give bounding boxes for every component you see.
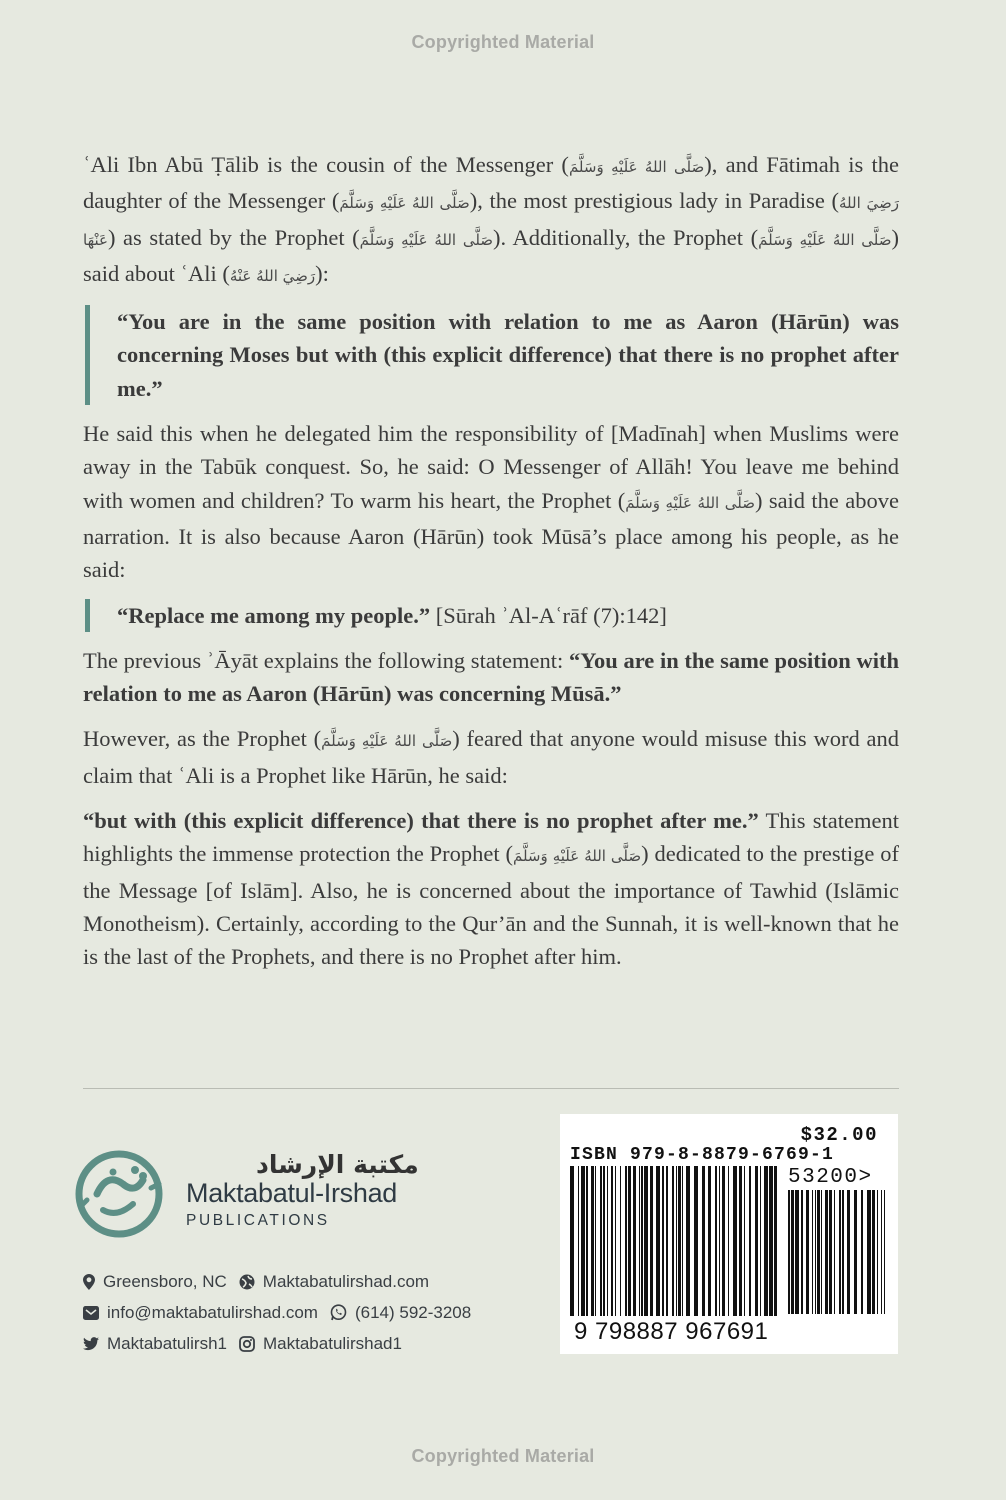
publisher-subtitle: PUBLICATIONS (186, 1212, 330, 1229)
barcode-bar (639, 1166, 640, 1316)
barcode-bars (570, 1166, 780, 1316)
divider (83, 1088, 899, 1089)
isbn-barcode (560, 1114, 898, 1354)
barcode-bar (633, 1166, 636, 1316)
phone-item[interactable]: (614) 592-3208 (330, 1303, 471, 1323)
barcode-bar (715, 1166, 717, 1316)
honorific-ra: رَضِيَ اللهُ عَنْهُ (229, 266, 316, 285)
barcode-bar (702, 1166, 705, 1316)
barcode-bar (666, 1166, 668, 1316)
price-addon-code: 53200> (788, 1166, 873, 1189)
barcode-bar (884, 1190, 885, 1314)
honorific-saw: صَلَّى اللهُ عَلَيْهِ وَسَلَّمَ (625, 493, 755, 512)
barcode-bar (867, 1190, 871, 1314)
barcode-bar (774, 1166, 777, 1316)
barcode-bar (847, 1190, 850, 1314)
barcode-bar (795, 1190, 799, 1314)
barcode-bar (600, 1166, 602, 1316)
barcode-bar (591, 1166, 594, 1316)
email-item[interactable]: info@maktabatulirshad.com (83, 1303, 318, 1323)
barcode-bar (595, 1166, 596, 1316)
paragraph-3: The previous ʾĀyāt explains the following statement: “You are in the same position with relation to me as Aaron (Hārūn) was concerning Mūsā.” (83, 647, 899, 707)
barcode-bar (834, 1190, 835, 1314)
barcode-bar (644, 1166, 648, 1316)
barcode-bar (829, 1190, 832, 1314)
honorific-saw: صَلَّى اللهُ عَلَيْهِ وَسَلَّمَ (321, 732, 453, 751)
instagram-item[interactable]: Maktabatulirshad1 (239, 1334, 402, 1354)
copyright-watermark-bottom: Copyrighted Material (411, 1446, 595, 1466)
barcode-bar (854, 1190, 857, 1314)
whatsapp-icon (330, 1304, 347, 1321)
barcode-bar (625, 1166, 627, 1316)
barcode-digits: 9 798887 967691 (574, 1318, 769, 1345)
barcode-bar (611, 1166, 613, 1316)
barcode-bar (764, 1166, 768, 1316)
barcode-bar (581, 1166, 585, 1316)
barcode-bar (739, 1166, 742, 1316)
paragraph-2: He said this when he delegated him the responsibility of [Madīnah] when Muslims were away in the Tabūk conquest. So, he said: O Messenger of Allāh! You leave me behind with women and children? To warm his heart, the Prophet (صَلَّى اللهُ عَلَيْهِ وَسَلَّمَ) said the above narration. It is also because Aaron (Hārūn) took Mūsā’s place among his people, as he said: (83, 421, 900, 583)
barcode-bar (760, 1166, 761, 1316)
barcode-bar (801, 1190, 803, 1314)
honorific-ra: رَضِيَ اللهُ عَنْهَا (83, 194, 899, 249)
barcode-bar (722, 1166, 725, 1316)
honorific-saw: صَلَّى اللهُ عَلَيْهِ وَسَلَّمَ (359, 230, 494, 249)
twitter-item[interactable]: Maktabatulirsh1 (83, 1334, 227, 1354)
barcode-bar (662, 1166, 664, 1316)
website-item[interactable]: Maktabatulirshad.com (239, 1272, 429, 1292)
copyright-watermark-top: Copyrighted Material (411, 32, 595, 52)
barcode-bar (788, 1190, 790, 1314)
barcode-bar (650, 1166, 653, 1316)
barcode-bar (877, 1190, 878, 1314)
honorific-saw: صَلَّى اللهُ عَلَيْهِ وَسَلَّمَ (568, 158, 705, 176)
barcode-bar (872, 1190, 875, 1314)
barcode-bar (744, 1166, 745, 1316)
barcode-bar (578, 1166, 579, 1316)
paragraph-1: ʿAli Ibn Abū Ṭālib is the cousin of the Messenger (صَلَّى اللهُ عَلَيْهِ وَسَلَّمَ), and Fātimah is the daughter of the Messenger (صَلَّى اللهُ عَلَيْهِ وَسَلَّمَ), the most prestigious lady in Paradise (رَضِيَ اللهُ عَنْهَا) as stated by the Prophet (صَلَّى اللهُ عَلَيْهِ وَسَلَّمَ). Additionally, the Prophet (صَلَّى اللهُ عَلَيْهِ وَسَلَّمَ) said about ʿAli (رَضِيَ اللهُ عَنْهُ): (83, 152, 899, 286)
honorific-saw: صَلَّى اللهُ عَلَيْهِ وَسَلَّمَ (758, 230, 892, 249)
barcode-bar (749, 1166, 751, 1316)
quran-reference: [Sūrah ʾAl-Aʿrāf (7):142] (430, 602, 667, 628)
honorific-saw: صَلَّى اللهُ عَلَيْهِ وَسَلَّمَ (339, 194, 470, 213)
barcode-bar (728, 1166, 729, 1316)
barcode-bar (881, 1190, 882, 1314)
hadith-quote: “You are in the same position with relation to me as Aaron (Hārūn) was concerning Moses but with (this explicit difference) that there is no prophet after me.” (85, 305, 899, 405)
paragraph-4: However, as the Prophet (صَلَّى اللهُ عَلَيْهِ وَسَلَّمَ) feared that anyone would misuse this word and claim that ʿAli is a Prophet like Hārūn, he said: (83, 726, 900, 788)
barcode-bar (628, 1166, 631, 1316)
barcode-bar (733, 1166, 737, 1316)
body-text (83, 148, 899, 974)
barcode-bar (708, 1166, 711, 1316)
barcode-bar (839, 1190, 841, 1314)
paragraph-5: “but with (this explicit difference) that there is no prophet after me.” This statement highlights the immense protection the Prophet (صَلَّى اللهُ عَلَيْهِ وَسَلَّمَ) dedicated to the prestige of the Message [of Islām]. Also, he is concerned about the importance of Tawhid (Islāmic Monotheism). Certainly, according to the Qur’ān and the Sunnah, it is well-known that he is the last of the Prophets, and there is no Prophet after him. (83, 808, 899, 970)
honorific-saw: صَلَّى اللهُ عَلَيْهِ وَسَلَّمَ (512, 847, 642, 866)
barcode-bar (615, 1166, 616, 1316)
price-label: $32.00 (800, 1124, 878, 1146)
location-pin-icon (83, 1274, 95, 1290)
barcode-bar (620, 1166, 621, 1316)
barcode-bar (694, 1166, 698, 1316)
instagram-icon (239, 1336, 255, 1352)
barcode-bar (825, 1190, 828, 1314)
contact-info (83, 1266, 483, 1359)
barcode-bar (686, 1166, 690, 1316)
email-icon (83, 1306, 99, 1320)
publisher-name: Maktabatul-Irshad (186, 1178, 398, 1208)
barcode-bar (861, 1190, 863, 1314)
barcode-bar (607, 1166, 608, 1316)
barcode-bar (812, 1190, 813, 1314)
barcode-bar (682, 1166, 683, 1316)
location-item: Greensboro, NC (83, 1272, 227, 1292)
publisher-logo (73, 1148, 433, 1238)
twitter-icon (83, 1337, 99, 1351)
barcode-bar (769, 1166, 773, 1316)
quran-quote: “Replace me among my people.” [Sūrah ʾAl-Aʿrāf (7):142] (85, 599, 899, 632)
barcode-bar (678, 1166, 681, 1316)
isbn-number: ISBN 979-8-8879-6769-1 (570, 1145, 835, 1165)
publisher-arabic-name: مكتبة الإرشاد (256, 1150, 419, 1179)
barcode-bar (815, 1190, 816, 1314)
publisher-emblem-icon (73, 1148, 165, 1240)
barcode-bar (672, 1166, 674, 1316)
barcode-bar (586, 1166, 588, 1316)
barcode-bar (821, 1190, 822, 1314)
barcode-bar (603, 1166, 605, 1316)
globe-icon (239, 1274, 255, 1290)
barcode-addon-bars (788, 1190, 888, 1314)
barcode-bar (719, 1166, 720, 1316)
barcode-bar (817, 1190, 820, 1314)
barcode-bar (806, 1190, 809, 1314)
barcode-bar (791, 1190, 794, 1314)
barcode-bar (755, 1166, 758, 1316)
barcode-bar (842, 1190, 844, 1314)
barcode-bar (676, 1166, 677, 1316)
barcode-bar (641, 1166, 643, 1316)
barcode-bar (656, 1166, 660, 1316)
barcode-bar (570, 1166, 574, 1316)
